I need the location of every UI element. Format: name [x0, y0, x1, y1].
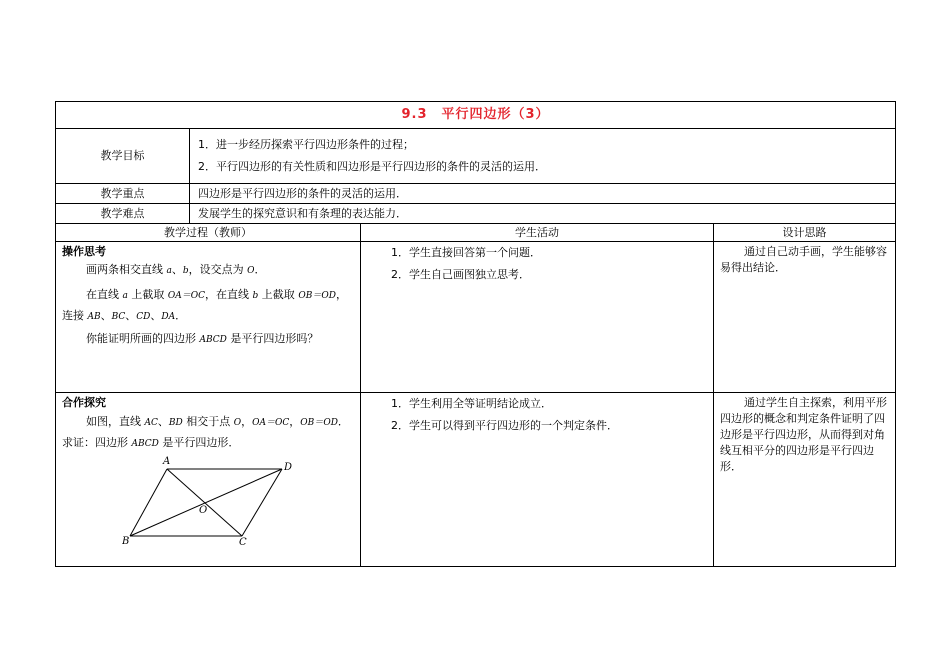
- title-cell: [56, 102, 896, 129]
- section1-student-1: 1．学生直接回答第一个问题．: [391, 246, 541, 259]
- section1-design: [714, 242, 896, 393]
- section1-title: 操作思考: [62, 245, 106, 258]
- section1-process: [56, 242, 361, 393]
- section2-student-2: 2．学生可以得到平行四边形的一个判定条件．: [391, 419, 618, 432]
- difficulty-text: 发展学生的探究意识和有条理的表达能力．: [190, 204, 896, 224]
- header-process: 教学过程（教师）: [56, 224, 361, 242]
- label-o: O: [199, 505, 208, 516]
- section2-process: [56, 393, 361, 567]
- section1-p3: 连接 AB、BC、CD、DA．: [62, 309, 187, 322]
- header-design: 设计思路: [714, 224, 896, 242]
- goals-label: 教学目标: [56, 129, 190, 184]
- label-d: D: [284, 462, 293, 473]
- section1-design-text: 通过自己动手画，学生能够容易得出结论．: [720, 245, 887, 274]
- side-dc: [242, 469, 282, 536]
- page-title: 9.3 平行四边形（3）: [401, 107, 550, 122]
- diagonal-ac: [167, 469, 242, 536]
- side-ba: [130, 469, 167, 536]
- label-b: B: [122, 536, 130, 547]
- header-student: 学生活动: [361, 224, 714, 242]
- section1-p1: 画两条相交直线 a、b，设交点为 O．: [86, 263, 266, 276]
- goals-content: [190, 129, 896, 184]
- label-a: A: [163, 456, 171, 467]
- section1-student-2: 2．学生自己画图独立思考．: [391, 268, 530, 281]
- section2-student: [361, 393, 714, 567]
- parallelogram-figure: [122, 456, 322, 556]
- section1-p4: 你能证明所画的四边形 ABCD 是平行四边形吗？: [86, 332, 319, 345]
- goal-line-1: 1．进一步经历探索平行四边形条件的过程；: [198, 138, 414, 151]
- section1-p2: 在直线 a 上截取 OA＝OC，在直线 b 上截取 OB＝OD，: [86, 288, 347, 301]
- label-c: C: [239, 537, 247, 548]
- section2-design: [714, 393, 896, 567]
- section1-student: [361, 242, 714, 393]
- goal-line-2: 2．平行四边形的有关性质和四边形是平行四边形的条件的灵活的运用．: [198, 160, 546, 173]
- section2-student-1: 1．学生利用全等证明结论成立．: [391, 397, 552, 410]
- section2-p2: 求证：四边形 ABCD 是平行四边形．: [62, 436, 240, 449]
- difficulty-label: 教学难点: [56, 204, 190, 224]
- key-point-label: 教学重点: [56, 184, 190, 204]
- key-point-text: 四边形是平行四边形的条件的灵活的运用．: [190, 184, 896, 204]
- lesson-plan-table: [55, 101, 896, 567]
- section2-design-text: 通过学生自主探索，利用平形四边形的概念和判定条件证明了四边形是平行四边形，从而得到对角线互相平分的四边形是平行四边形．: [720, 396, 887, 473]
- diagonal-bd: [130, 469, 282, 536]
- section2-title: 合作探究: [62, 396, 106, 409]
- section2-p1: 如图，直线 AC、BD 相交于点 O，OA＝OC，OB＝OD．: [86, 415, 349, 428]
